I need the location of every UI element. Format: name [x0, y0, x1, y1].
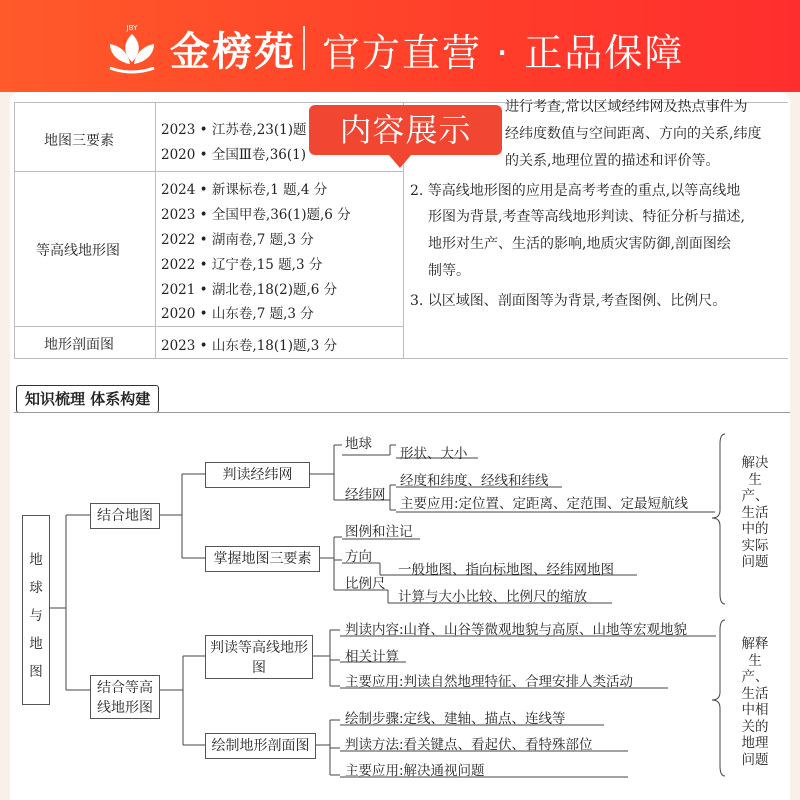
topic-node: 绘制地形剖面图 — [205, 733, 316, 759]
summary-note: 解释生产、生活中相关的地理问题 — [741, 636, 769, 768]
mindmap-leaf: 判读内容:山脊、山谷等微观地貌与高原、山地等宏观地貌 — [345, 622, 688, 638]
mindmap-leaf: 绘制步骤:定线、建轴、描点、连线等 — [345, 711, 566, 727]
exam-item: 2022 • 辽宁卷,15 题,3 分 — [161, 257, 323, 273]
analysis-line: 3. 以区域图、剖面图等为背景,考查图例、比例尺。 — [410, 293, 727, 309]
analysis-line: 的关系,地理位置的描述和评价等。 — [505, 153, 720, 169]
mindmap-leaf: 主要应用:定位置、定距离、定范围、定最短航线 — [400, 496, 689, 512]
mindmap-leaf: 主要应用:解决通视问题 — [345, 763, 485, 779]
analysis-line: 2. 等高线地形图的应用是高考考查的重点,以等高线地 — [410, 183, 741, 199]
mindmap-leaf: 经度和纬度、经线和纬线 — [400, 473, 549, 489]
table-topic: 等高线地形图 — [36, 243, 120, 259]
section-title: 知识梳理 体系构建 — [16, 385, 159, 413]
table-topic: 地形剖面图 — [44, 337, 114, 353]
analysis-line: 地形对生产、生活的影响,地质灾害防御,剖面图绘 — [428, 236, 731, 252]
mindmap-leaf: 方向 — [345, 549, 372, 565]
exam-item: 2020 • 山东卷,7 题,3 分 — [161, 306, 314, 322]
logo-small-text: JBY — [126, 24, 138, 32]
mindmap-leaf: 相关计算 — [345, 649, 399, 665]
topic-node: 掌握地图三要素 — [205, 546, 320, 572]
branch-node: 结合等高线地形图 — [90, 675, 160, 719]
mindmap-leaf: 判读方法:看关键点、看起伏、看特殊部位 — [345, 737, 593, 753]
topic-node: 判读等高线地形图 — [205, 635, 313, 679]
exam-item: 2023 • 全国甲卷,36(1)题,6 分 — [161, 207, 351, 223]
root-label: 地球与地图 — [29, 552, 43, 680]
exam-item: 2024 • 新课标卷,1 题,4 分 — [161, 182, 328, 198]
logo-text: 金榜苑 — [170, 28, 296, 75]
exam-item: 2022 • 湖南卷,7 题,3 分 — [161, 232, 314, 248]
exam-item: 2021 • 湖北卷,18(2)题,6 分 — [161, 282, 338, 298]
summary-note: 解决生产、生活中的实际问题 — [741, 455, 769, 570]
content-preview-badge: 内容展示 — [309, 105, 502, 155]
mindmap-leaf: 一般地图、指向标地图、经纬网地图 — [398, 562, 614, 578]
analysis-line: 进行考查,常以区域经纬网及热点事件为 — [505, 99, 748, 115]
mindmap-leaf: 比例尺 — [345, 576, 386, 592]
table-topic: 地图三要素 — [44, 133, 114, 149]
branch-node: 结合地图 — [90, 503, 160, 529]
header-slogan: 官方直营 · 正品保障 — [322, 31, 685, 75]
analysis-line: 形图为背景,考查等高线地形判读、特征分析与描述, — [428, 209, 745, 225]
exam-item: 2023 • 江苏卷,23(1)题 — [161, 122, 307, 138]
analysis-line: 制等。 — [428, 263, 470, 279]
exam-item: 2020 • 全国Ⅲ卷,36(1) — [161, 147, 307, 163]
topic-node: 判读经纬网 — [205, 462, 310, 488]
mindmap-leaf: 形状、大小 — [400, 446, 468, 462]
exam-item: 2023 • 山东卷,18(1)题,3 分 — [161, 338, 338, 354]
mindmap-root — [22, 515, 50, 705]
mindmap-leaf: 计算与大小比较、比例尺的缩放 — [398, 589, 587, 605]
mindmap-leaf: 地球 — [345, 436, 372, 452]
mindmap-leaf: 图例和注记 — [345, 524, 413, 540]
mindmap-leaf: 经纬网 — [345, 487, 386, 503]
mindmap-leaf: 主要应用:判读自然地理特征、合理安排人类活动 — [345, 674, 634, 690]
analysis-line: 经纬度数值与空间距离、方向的关系,纬度 — [505, 126, 762, 142]
